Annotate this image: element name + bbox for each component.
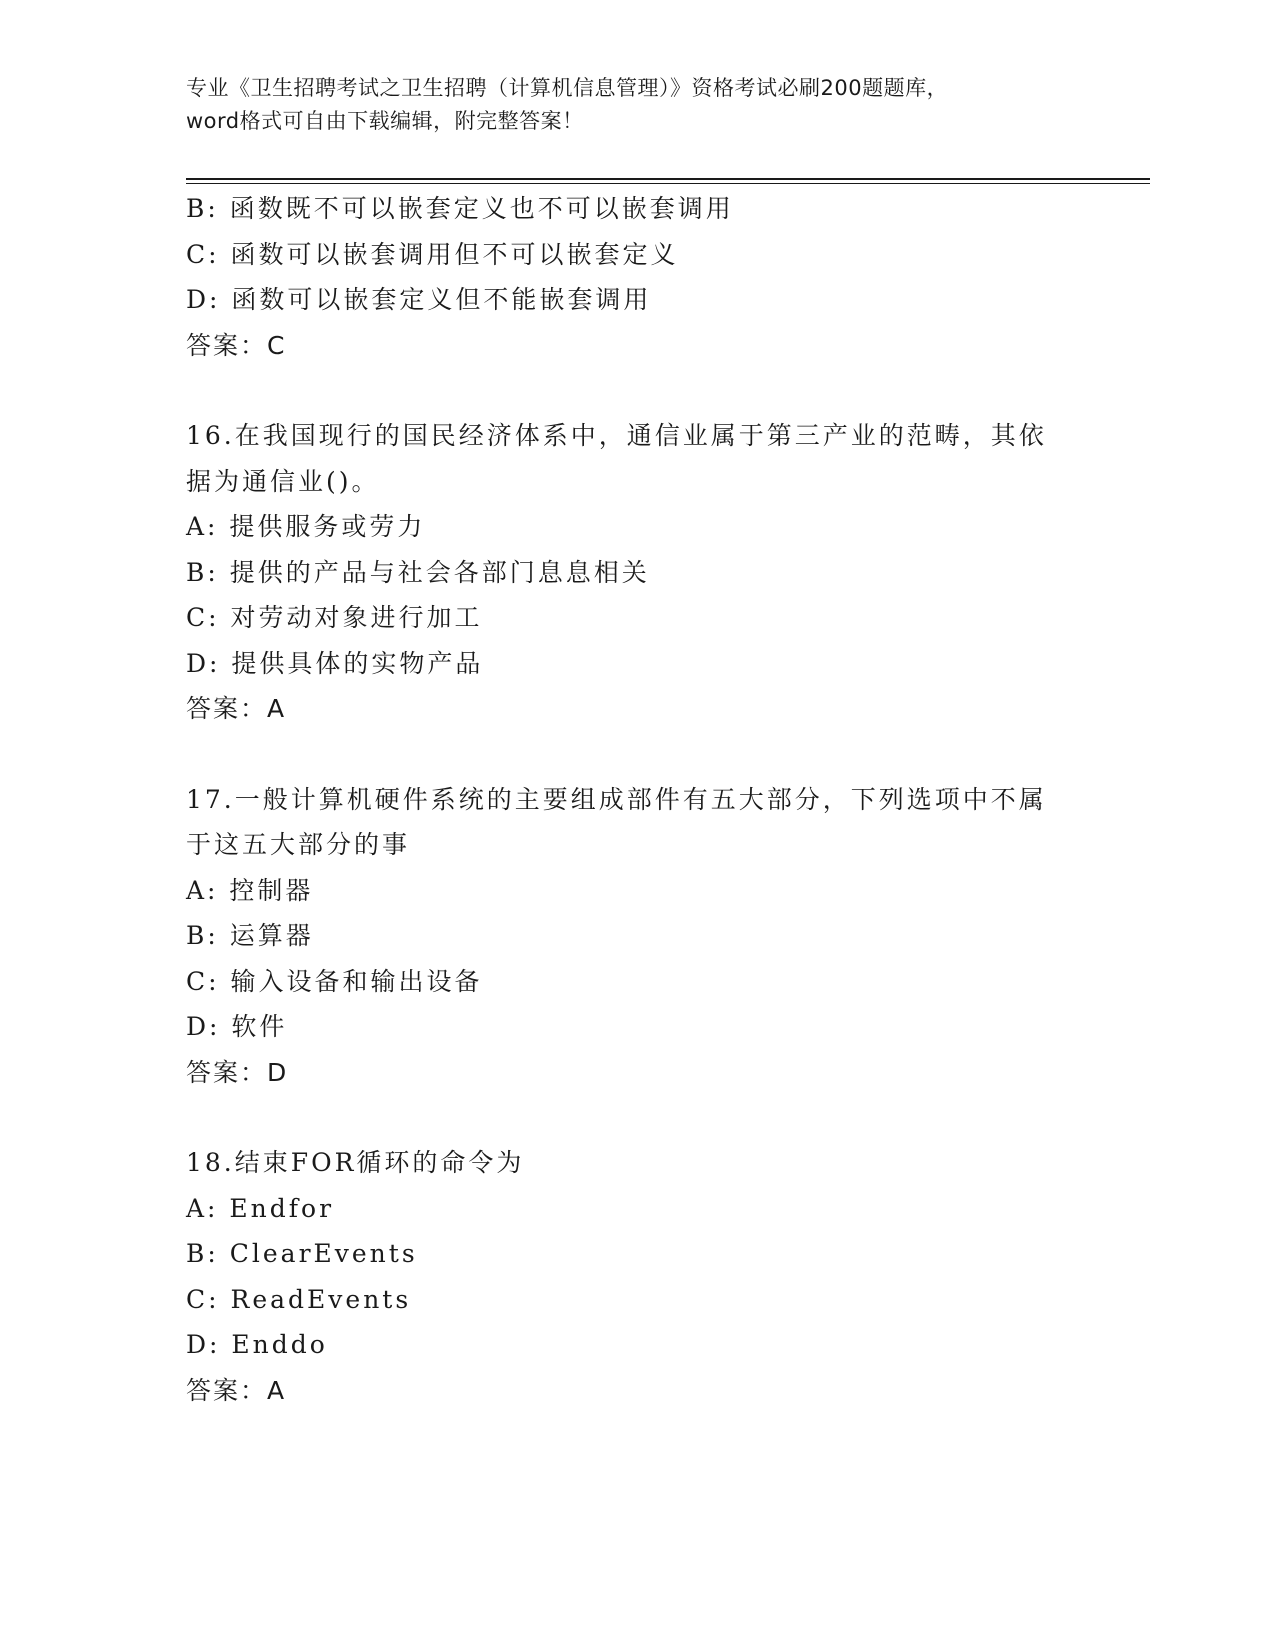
option-b: B: 运算器 <box>186 921 314 950</box>
question-stem-line-1: 16.在我国现行的国民经济体系中，通信业属于第三产业的范畴，其依 <box>186 421 1047 450</box>
option-d: D: 提供具体的实物产品 <box>186 648 484 678</box>
answer: 答案：A <box>186 1375 287 1405</box>
spacer <box>186 368 1086 413</box>
header-line-1: 专业《卫生招聘考试之卫生招聘（计算机信息管理）》资格考试必刷200题题库， <box>186 76 949 100</box>
question-stem-line-1: 18.结束FOR循环的命令为 <box>186 1148 525 1177</box>
option-c: C: 输入设备和输出设备 <box>186 966 483 996</box>
document-header <box>186 72 1086 138</box>
option-a: A: Endfor <box>186 1193 335 1223</box>
spacer <box>186 1095 1086 1140</box>
answer: 答案：D <box>186 1057 289 1087</box>
question-stem-line-2: 据为通信业()。 <box>186 466 380 496</box>
spacer <box>186 732 1086 777</box>
option-b: B: 函数既不可以嵌套定义也不可以嵌套调用 <box>186 194 734 223</box>
option-a: A: 控制器 <box>186 875 314 905</box>
question-16 <box>186 413 1086 732</box>
header-line-2: word格式可自由下载编辑，附完整答案！ <box>186 109 584 133</box>
option-d: D: 函数可以嵌套定义但不能嵌套调用 <box>186 285 652 314</box>
header-divider-thick <box>186 178 1150 180</box>
question-18 <box>186 1140 1086 1413</box>
option-b: B: 提供的产品与社会各部门息息相关 <box>186 557 650 587</box>
option-c: C: ReadEvents <box>186 1284 412 1314</box>
option-c: C: 对劳动对象进行加工 <box>186 603 483 632</box>
question-15 <box>186 186 1086 368</box>
question-stem-line-2: 于这五大部分的事 <box>186 830 411 859</box>
header-divider-thin <box>186 183 1150 184</box>
question-stem-line-1: 17.一般计算机硬件系统的主要组成部件有五大部分，下列选项中不属 <box>186 784 1047 814</box>
option-b: B: ClearEvents <box>186 1239 418 1268</box>
question-17 <box>186 777 1086 1096</box>
option-d: D: Enddo <box>186 1330 328 1359</box>
option-d: D: 软件 <box>186 1012 288 1041</box>
answer: 答案：C <box>186 330 287 360</box>
option-a: A: 提供服务或劳力 <box>186 512 426 541</box>
question-list <box>186 186 1086 1413</box>
option-c: C: 函数可以嵌套调用但不可以嵌套定义 <box>186 239 679 269</box>
answer: 答案：A <box>186 694 287 723</box>
